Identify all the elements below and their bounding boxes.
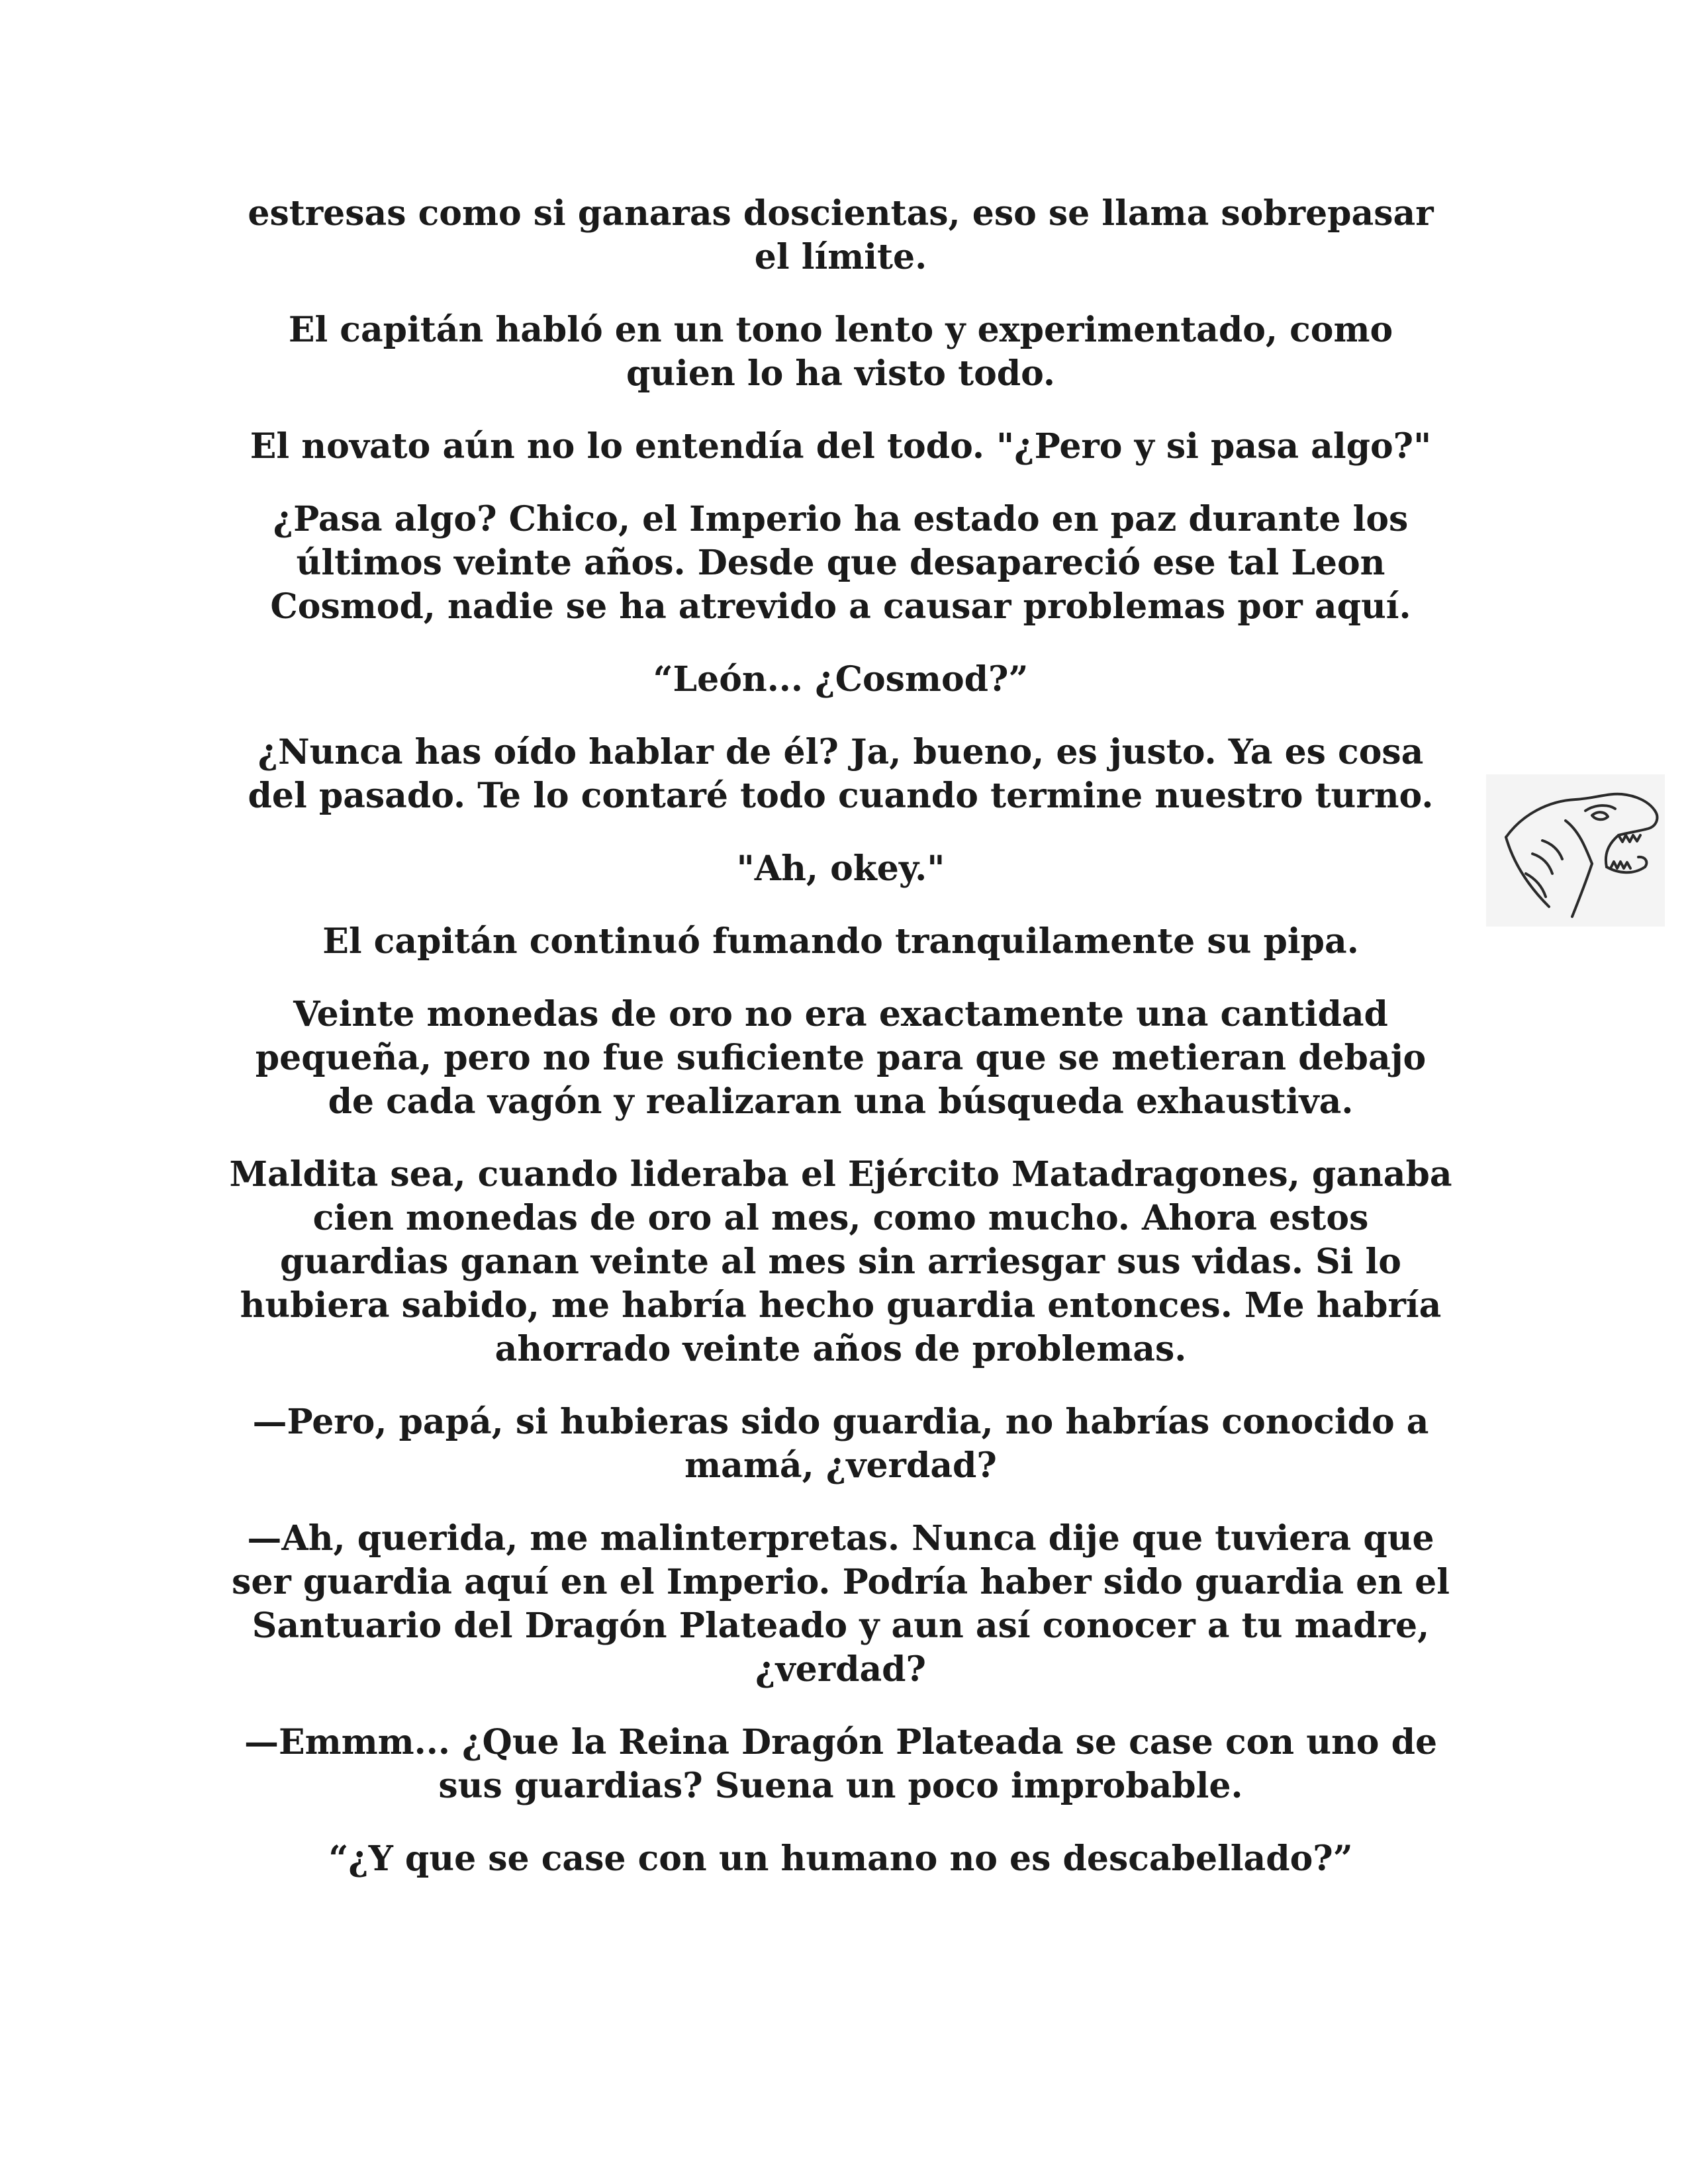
paragraph: ¿Nunca has oído hablar de él? Ja, bueno, es justo. Ya es cosa del pasado. Te lo contaré todo cuando termine nuestro turno. [248, 732, 1434, 816]
paragraph: —Emmm... ¿Que la Reina Dragón Plateada se case con uno de sus guardias? Suena un poco improbable. [244, 1722, 1438, 1806]
paragraph: “León... ¿Cosmod?” [653, 659, 1029, 700]
paragraph: Maldita sea, cuando lideraba el Ejército Matadragones, ganaba cien monedas de oro al mes, como mucho. Ahora estos guardias ganan veinte al mes sin arriesgar sus vidas. Si lo hubiera sabido, me habría hecho guardia entonces. Me habría ahorrado veinte años de problemas. [229, 1154, 1452, 1369]
paragraph: ¿Pasa algo? Chico, el Imperio ha estado en paz durante los últimos veinte años. Desde que desapareció ese tal Leon Cosmod, nadie se ha atrevido a causar problemas por aquí. [270, 499, 1411, 627]
paragraph: El capitán habló en un tono lento y experimentado, como quien lo ha visto todo. [288, 310, 1393, 394]
dinosaur-head-sketch-icon [1486, 774, 1665, 927]
paragraph: El novato aún no lo entendía del todo. "¿Pero y si pasa algo?" [250, 426, 1432, 467]
paragraph: El capitán continuó fumando tranquilamente su pipa. [322, 921, 1359, 962]
paragraph: Veinte monedas de oro no era exactamente una cantidad pequeña, pero no fue suficiente para que se metieran debajo de cada vagón y realizaran una búsqueda exhaustiva. [255, 994, 1427, 1122]
paragraph: —Ah, querida, me malinterpretas. Nunca dije que tuviera que ser guardia aquí en el Imperio. Podría haber sido guardia en el Santuario del Dragón Plateado y aun así conocer a tu madre, ¿verdad? [232, 1518, 1450, 1690]
paragraph: “¿Y que se case con un humano no es descabellado?” [328, 1839, 1353, 1879]
paragraph: estresas como si ganaras doscientas, eso se llama sobrepasar el límite. [248, 193, 1434, 277]
paragraph: "Ah, okey." [736, 848, 945, 889]
paragraph: —Pero, papá, si hubieras sido guardia, no habrías conocido a mamá, ¿verdad? [252, 1402, 1429, 1486]
body-text [228, 192, 1453, 1910]
